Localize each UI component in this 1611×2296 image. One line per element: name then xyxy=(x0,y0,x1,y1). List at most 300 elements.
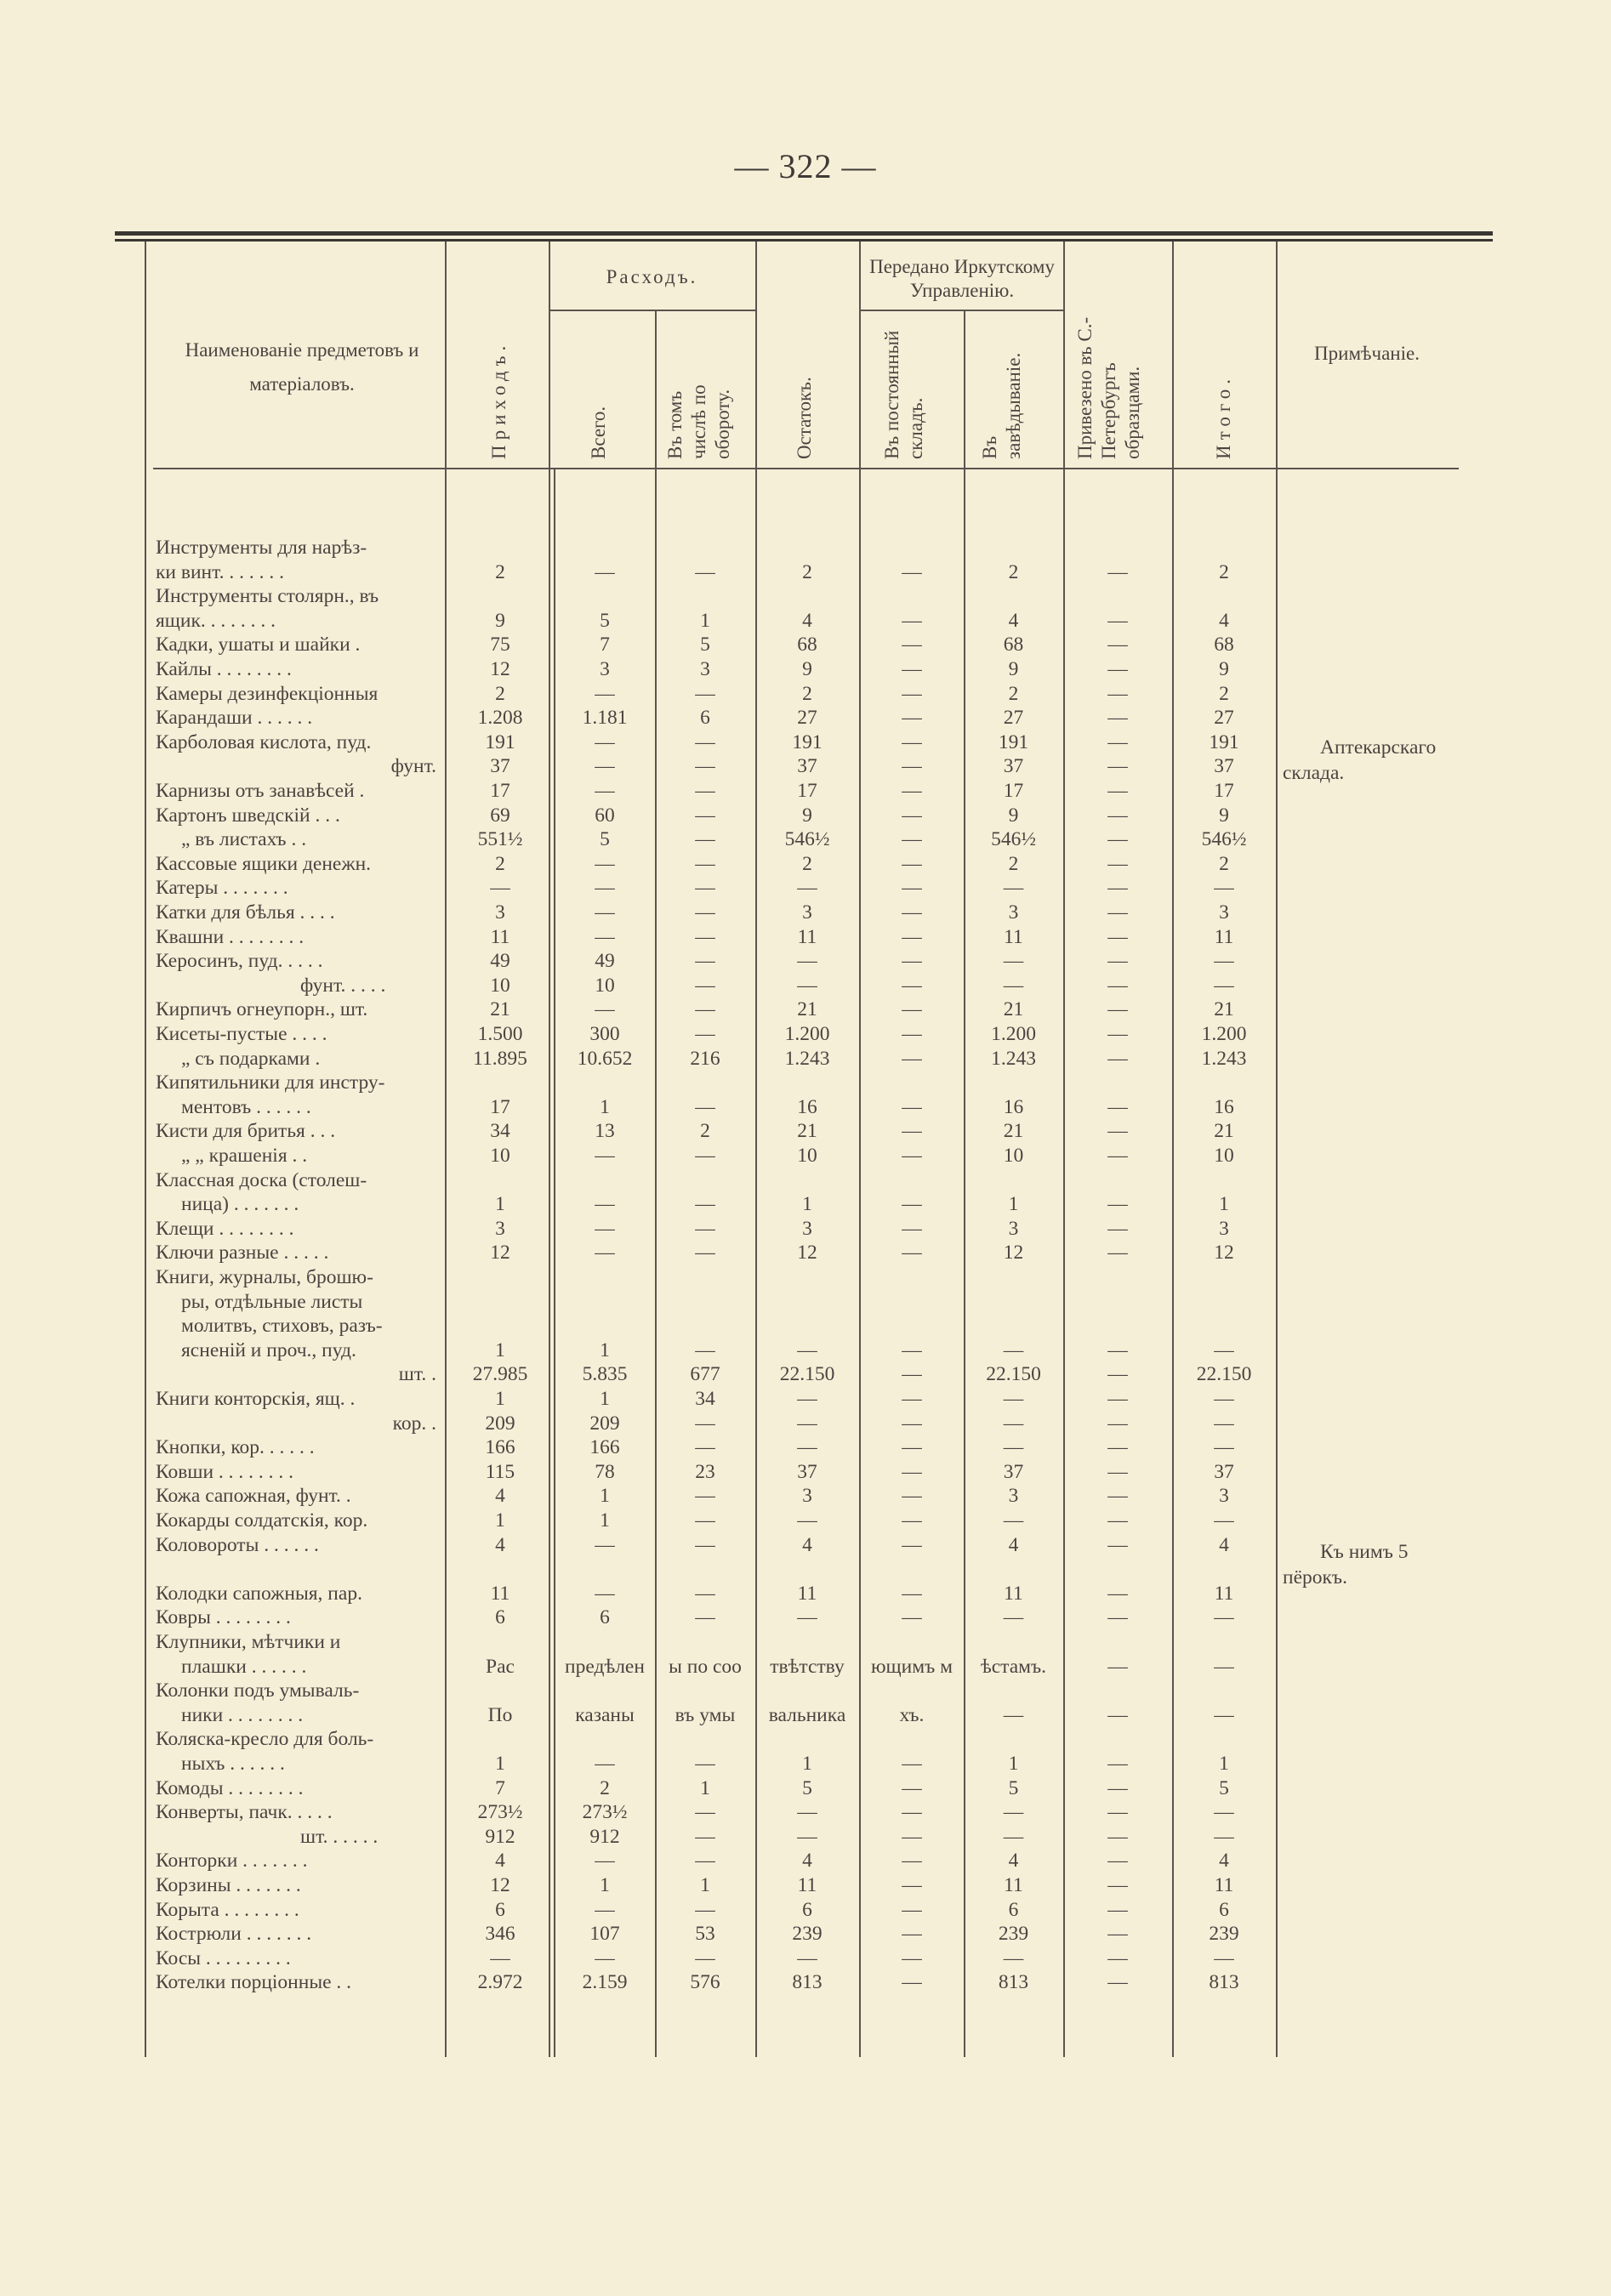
cell-itogo: 813 xyxy=(1209,1971,1239,1994)
cell-vtom: — xyxy=(695,1095,715,1118)
item-name: Кожа сапожная, фунт. . xyxy=(156,1485,351,1508)
cell-ostatok: 1.200 xyxy=(784,1023,830,1045)
cell-vsego: — xyxy=(595,682,615,705)
cell-vsego: 3 xyxy=(600,658,610,680)
cell-vsego: 300 xyxy=(589,1023,620,1045)
cell-post: — xyxy=(902,1145,922,1167)
cell-post: — xyxy=(902,634,922,656)
table-row xyxy=(0,1338,1611,1362)
cell-itogo: 2 xyxy=(1219,852,1229,875)
cell-post: — xyxy=(902,609,922,632)
item-name: Керосинъ, пуд. . . . . xyxy=(156,950,323,973)
cell-itogo: — xyxy=(1214,1412,1234,1435)
item-name: Катеры . . . . . . . xyxy=(156,877,288,900)
cell-vsego: — xyxy=(595,1533,615,1556)
table-row xyxy=(0,1752,1611,1776)
cell-ostatok: 17 xyxy=(797,780,817,802)
cell-post: — xyxy=(902,560,922,583)
cell-vsego: предѣлен xyxy=(565,1655,645,1678)
cell-post: — xyxy=(902,828,922,851)
cell-itogo: 1.200 xyxy=(1201,1023,1247,1045)
item-name: Ключи разные . . . . . xyxy=(156,1242,329,1265)
cell-prihod: 551½ xyxy=(477,828,523,851)
cell-ostatok: — xyxy=(797,1338,817,1361)
cell-vsego: 6 xyxy=(600,1606,610,1629)
cell-vtom: — xyxy=(695,1436,715,1459)
cell-priv: — xyxy=(1107,1388,1128,1410)
table-row xyxy=(0,925,1611,949)
cell-ostatok: 191 xyxy=(792,730,823,753)
cell-prihod: 1 xyxy=(495,1193,505,1216)
cell-itogo: 5 xyxy=(1219,1776,1229,1799)
cell-post: — xyxy=(902,1412,922,1435)
cell-vtom: — xyxy=(695,755,715,778)
cell-zaved: — xyxy=(1003,1825,1024,1848)
cell-zaved: 21 xyxy=(1003,998,1024,1021)
cell-prihod: 1.500 xyxy=(477,1023,523,1045)
cell-priv: — xyxy=(1107,804,1128,827)
cell-itogo: 22.150 xyxy=(1196,1363,1252,1386)
cell-zaved: — xyxy=(1003,1338,1024,1361)
cell-ostatok: — xyxy=(797,950,817,973)
cell-ostatok: 21 xyxy=(797,998,817,1021)
header-vsego: Всего. xyxy=(588,406,609,459)
cell-vsego: — xyxy=(595,755,615,778)
cell-prihod: 12 xyxy=(490,658,510,680)
cell-zaved: 2 xyxy=(1008,560,1019,583)
cell-itogo: — xyxy=(1214,877,1234,900)
table-row xyxy=(0,974,1611,997)
cell-itogo: 11 xyxy=(1214,1582,1234,1605)
cell-prihod: 346 xyxy=(485,1923,515,1946)
item-name: Кирпичъ огнеупорн., шт. xyxy=(156,998,368,1021)
cell-post: — xyxy=(902,1363,922,1386)
cell-itogo: 11 xyxy=(1214,1874,1234,1896)
item-name: Кнопки, кор. . . . . . xyxy=(156,1436,315,1459)
cell-post: — xyxy=(902,1436,922,1459)
table-row xyxy=(0,1192,1611,1216)
cell-itogo: 546½ xyxy=(1201,828,1247,851)
cell-post: — xyxy=(902,1898,922,1921)
cell-itogo: 9 xyxy=(1219,658,1229,680)
item-name: „ „ крашенія . . xyxy=(181,1145,308,1167)
cell-post: ющимъ м xyxy=(871,1655,953,1678)
table-row xyxy=(0,1071,1611,1094)
cell-vtom: — xyxy=(695,852,715,875)
item-name: Ковши . . . . . . . . xyxy=(156,1460,294,1483)
item-name: Кокарды солдатскія, кор. xyxy=(156,1509,368,1532)
cell-ostatok: — xyxy=(797,974,817,997)
table-row xyxy=(0,1314,1611,1338)
item-name: Катки для бѣлья . . . . xyxy=(156,901,335,924)
item-name: шт. . . . . . xyxy=(300,1825,379,1848)
cell-priv: — xyxy=(1107,1606,1128,1629)
cell-vtom: — xyxy=(695,1145,715,1167)
cell-vsego: — xyxy=(595,730,615,753)
cell-post: — xyxy=(902,1460,922,1483)
cell-ostatok: 10 xyxy=(797,1145,817,1167)
table-row xyxy=(0,1800,1611,1824)
cell-itogo: 11 xyxy=(1214,925,1234,948)
cell-vtom: — xyxy=(695,1338,715,1361)
cell-vsego: 166 xyxy=(589,1436,620,1459)
cell-vsego: 13 xyxy=(595,1120,615,1143)
cell-zaved: 27 xyxy=(1003,707,1024,730)
cell-prihod: 4 xyxy=(495,1485,505,1508)
cell-post: — xyxy=(902,950,922,973)
cell-ostatok: — xyxy=(797,877,817,900)
cell-priv: — xyxy=(1107,1509,1128,1532)
item-name: ры, отдѣльные листы xyxy=(181,1290,363,1313)
cell-priv: — xyxy=(1107,925,1128,948)
cell-itogo: 191 xyxy=(1209,730,1239,753)
item-name: фунт. xyxy=(390,755,436,778)
table-row xyxy=(0,804,1611,827)
item-name: Книги, журналы, брошю- xyxy=(156,1266,373,1288)
cell-priv: — xyxy=(1107,1946,1128,1969)
cell-itogo: 1 xyxy=(1219,1753,1229,1775)
cell-vtom: 576 xyxy=(690,1971,720,1994)
table-row xyxy=(0,1168,1611,1192)
cell-zaved: — xyxy=(1003,1606,1024,1629)
page-number: — 322 — xyxy=(734,147,877,185)
item-name: ясненій и проч., пуд. xyxy=(181,1338,356,1361)
cell-itogo: — xyxy=(1214,1606,1234,1629)
cell-ostatok: — xyxy=(797,1946,817,1969)
item-name: Корзины . . . . . . . xyxy=(156,1874,301,1896)
cell-vtom: — xyxy=(695,1485,715,1508)
cell-vtom: — xyxy=(695,1946,715,1969)
cell-post: — xyxy=(902,974,922,997)
cell-vsego: 10 xyxy=(595,974,615,997)
table-row xyxy=(0,1484,1611,1508)
cell-vtom: — xyxy=(695,1825,715,1848)
cell-vtom: — xyxy=(695,1023,715,1045)
cell-priv: — xyxy=(1107,852,1128,875)
header-prihod: Приходъ. xyxy=(488,340,509,459)
item-name: Кадки, ушаты и шайки . xyxy=(156,634,361,656)
cell-ostatok: 21 xyxy=(797,1120,817,1143)
cell-ostatok: 16 xyxy=(797,1095,817,1118)
cell-vsego: 209 xyxy=(589,1412,620,1435)
cell-vtom: — xyxy=(695,1753,715,1775)
cell-itogo: 6 xyxy=(1219,1898,1229,1921)
table-row xyxy=(0,1898,1611,1922)
cell-ostatok: 813 xyxy=(792,1971,823,1994)
table-row xyxy=(0,1362,1611,1386)
cell-vtom: 34 xyxy=(695,1388,715,1410)
table-row xyxy=(0,1290,1611,1314)
cell-post: — xyxy=(902,682,922,705)
cell-vsego: 912 xyxy=(589,1825,620,1848)
cell-zaved: 1.243 xyxy=(991,1047,1036,1070)
cell-priv: — xyxy=(1107,1825,1128,1848)
cell-priv: — xyxy=(1107,828,1128,851)
cell-priv: — xyxy=(1107,1898,1128,1921)
cell-priv: — xyxy=(1107,1801,1128,1824)
cell-itogo: — xyxy=(1214,1436,1234,1459)
cell-priv: — xyxy=(1107,1242,1128,1265)
table-row xyxy=(0,1047,1611,1071)
cell-vtom: — xyxy=(695,998,715,1021)
cell-zaved: 2 xyxy=(1008,682,1019,705)
cell-itogo: 16 xyxy=(1214,1095,1234,1118)
cell-post: — xyxy=(902,1801,922,1824)
cell-vtom: — xyxy=(695,682,715,705)
cell-post: — xyxy=(902,1095,922,1118)
item-name: Классная доска (столеш- xyxy=(156,1168,367,1191)
table-row xyxy=(0,949,1611,973)
item-name: кор. . xyxy=(392,1412,436,1435)
cell-vtom: — xyxy=(695,1217,715,1240)
table-row xyxy=(0,1217,1611,1241)
cell-itogo: — xyxy=(1214,950,1234,973)
cell-prihod: 1 xyxy=(495,1338,505,1361)
header-rashod: Расходъ. xyxy=(606,266,698,287)
cell-prihod: 6 xyxy=(495,1606,505,1629)
table-row xyxy=(0,1144,1611,1168)
item-name: Карнизы отъ занавѣсей . xyxy=(156,780,365,802)
cell-vtom: — xyxy=(695,1509,715,1532)
cell-zaved: 2 xyxy=(1008,852,1019,875)
cell-itogo: 4 xyxy=(1219,609,1229,632)
item-name: Конторки . . . . . . . xyxy=(156,1850,308,1873)
cell-priv: — xyxy=(1107,1776,1128,1799)
cell-priv: — xyxy=(1107,1095,1128,1118)
cell-zaved: — xyxy=(1003,1388,1024,1410)
cell-prihod: 6 xyxy=(495,1898,505,1921)
table-row xyxy=(0,633,1611,656)
cell-zaved: 5 xyxy=(1008,1776,1019,1799)
table-row xyxy=(0,1119,1611,1143)
cell-vsego: — xyxy=(595,560,615,583)
cell-priv: — xyxy=(1107,1193,1128,1216)
cell-post: — xyxy=(902,1582,922,1605)
cell-vtom: — xyxy=(695,1533,715,1556)
item-name: Кострюли . . . . . . . xyxy=(156,1923,312,1946)
cell-zaved: 3 xyxy=(1008,1217,1019,1240)
cell-ostatok: 9 xyxy=(802,804,812,827)
rashod-underline xyxy=(549,310,755,311)
cell-post: — xyxy=(902,901,922,924)
cell-prihod: 9 xyxy=(495,609,505,632)
table-row xyxy=(0,682,1611,706)
cell-vtom: — xyxy=(695,780,715,802)
cell-vsego: 7 xyxy=(600,634,610,656)
item-name: Кассовые ящики денежн. xyxy=(156,852,372,875)
cell-vtom: 5 xyxy=(700,634,710,656)
table-row xyxy=(0,1241,1611,1265)
item-name: Конверты, пачк. . . . . xyxy=(156,1801,333,1824)
cell-zaved: — xyxy=(1003,1801,1024,1824)
cell-zaved: 1 xyxy=(1008,1753,1019,1775)
cell-zaved: 17 xyxy=(1003,780,1024,802)
cell-vtom: — xyxy=(695,1412,715,1435)
cell-zaved: 4 xyxy=(1008,609,1019,632)
item-name: Карандаши . . . . . . xyxy=(156,707,313,730)
table-row xyxy=(0,1727,1611,1751)
cell-vsego: 2 xyxy=(600,1776,610,1799)
cell-vtom: — xyxy=(695,877,715,900)
cell-ostatok: 5 xyxy=(802,1776,812,1799)
cell-zaved: 11 xyxy=(1004,925,1023,948)
cell-zaved: 9 xyxy=(1008,804,1019,827)
header-name: Наименованіе предметовъ и матеріаловъ. xyxy=(185,339,419,395)
cell-prihod: 912 xyxy=(485,1825,515,1848)
cell-post: — xyxy=(902,1776,922,1799)
cell-prihod: 10 xyxy=(490,1145,510,1167)
table-row xyxy=(0,1387,1611,1411)
cell-vtom: 1 xyxy=(700,1776,710,1799)
table-row xyxy=(0,827,1611,851)
cell-vtom: — xyxy=(695,901,715,924)
item-name: „ въ листахъ . . xyxy=(181,828,307,851)
cell-vtom: — xyxy=(695,828,715,851)
cell-zaved: 546½ xyxy=(991,828,1036,851)
item-name: Картонъ шведскій . . . xyxy=(156,804,340,827)
cell-vtom: — xyxy=(695,1850,715,1873)
cell-vtom: — xyxy=(695,1606,715,1629)
table-row xyxy=(0,1460,1611,1484)
cell-vsego: 60 xyxy=(595,804,615,827)
item-name: Комоды . . . . . . . . xyxy=(156,1776,304,1799)
cell-ostatok: 11 xyxy=(797,1582,817,1605)
item-name: Колонки подъ умываль- xyxy=(156,1679,360,1702)
cell-ostatok: 11 xyxy=(797,925,817,948)
table-row xyxy=(0,1265,1611,1289)
cell-itogo: — xyxy=(1214,974,1234,997)
table-row xyxy=(0,852,1611,876)
cell-priv: — xyxy=(1107,780,1128,802)
cell-itogo: — xyxy=(1214,1338,1234,1361)
cell-vtom: 1 xyxy=(700,609,710,632)
cell-post: — xyxy=(902,1850,922,1873)
header-ostatok: Остатокъ. xyxy=(794,377,815,459)
cell-vsego: 10.652 xyxy=(577,1047,633,1070)
cell-vtom: — xyxy=(695,1898,715,1921)
cell-vsego: — xyxy=(595,1850,615,1873)
cell-zaved: — xyxy=(1003,1703,1024,1726)
cell-zaved: 11 xyxy=(1004,1582,1023,1605)
cell-vsego: 78 xyxy=(595,1460,615,1483)
cell-zaved: 22.150 xyxy=(986,1363,1041,1386)
item-name: Коляска-кресло для боль- xyxy=(156,1728,374,1751)
cell-itogo: — xyxy=(1214,1509,1234,1532)
cell-ostatok: 2 xyxy=(802,682,812,705)
cell-zaved: 12 xyxy=(1003,1242,1024,1265)
cell-itogo: 21 xyxy=(1214,1120,1234,1143)
cell-vsego: 1 xyxy=(600,1485,610,1508)
header-v-post: Въ постоянный складъ. xyxy=(881,330,926,459)
cell-post: — xyxy=(902,1971,922,1994)
cell-zaved: 11 xyxy=(1004,1874,1023,1896)
cell-priv: — xyxy=(1107,1120,1128,1143)
cell-vsego: — xyxy=(595,901,615,924)
cell-post: — xyxy=(902,780,922,802)
cell-zaved: 37 xyxy=(1003,755,1024,778)
cell-post: — xyxy=(902,1193,922,1216)
note-drills: Къ нимъ 5 пёрокъ. xyxy=(1283,1541,1409,1588)
cell-ostatok: 22.150 xyxy=(779,1363,835,1386)
cell-prihod: 1 xyxy=(495,1388,505,1410)
item-name: Клещи . . . . . . . . xyxy=(156,1217,294,1240)
header-bottom-line xyxy=(153,468,1459,469)
item-name: Кисеты-пустые . . . . xyxy=(156,1023,327,1045)
cell-vtom: въ умы xyxy=(675,1703,736,1726)
item-name: ки винт. . . . . . . xyxy=(156,560,284,583)
cell-prihod: Рас xyxy=(486,1655,515,1678)
cell-zaved: — xyxy=(1003,1436,1024,1459)
cell-zaved: 1.200 xyxy=(991,1023,1036,1045)
item-name: плашки . . . . . . xyxy=(181,1655,307,1678)
cell-ostatok: 4 xyxy=(802,609,812,632)
cell-prihod: 75 xyxy=(490,634,510,656)
cell-prihod: 10 xyxy=(490,974,510,997)
cell-zaved: 21 xyxy=(1003,1120,1024,1143)
cell-itogo: 2 xyxy=(1219,560,1229,583)
cell-zaved: — xyxy=(1003,974,1024,997)
cell-priv: — xyxy=(1107,1460,1128,1483)
table-row xyxy=(0,536,1611,560)
item-name: Камеры дезинфекціонныя xyxy=(156,682,379,705)
cell-zaved: 813 xyxy=(998,1971,1029,1994)
cell-prihod: 4 xyxy=(495,1850,505,1873)
cell-zaved: 3 xyxy=(1008,1485,1019,1508)
item-name: фунт. . . . . xyxy=(300,974,386,997)
cell-zaved: 4 xyxy=(1008,1533,1019,1556)
cell-ostatok: 1 xyxy=(802,1753,812,1775)
cell-priv: — xyxy=(1107,1412,1128,1435)
cell-priv: — xyxy=(1107,1703,1128,1726)
cell-vsego: 2.159 xyxy=(582,1971,628,1994)
cell-priv: — xyxy=(1107,1850,1128,1873)
item-name: Инструменты столярн., въ xyxy=(156,585,379,608)
cell-post: — xyxy=(902,1388,922,1410)
cell-ostatok: — xyxy=(797,1825,817,1848)
item-name: молитвъ, стиховъ, разъ- xyxy=(181,1315,383,1338)
cell-zaved: 1 xyxy=(1008,1193,1019,1216)
table-row xyxy=(0,901,1611,924)
table-row xyxy=(0,1412,1611,1435)
cell-priv: — xyxy=(1107,1023,1128,1045)
item-name: Книги конторскія, ящ. . xyxy=(156,1388,356,1410)
cell-vsego: 1 xyxy=(600,1509,610,1532)
cell-post: — xyxy=(902,877,922,900)
item-name: Клупники, мѣтчики и xyxy=(156,1631,341,1653)
cell-vsego: 273½ xyxy=(582,1801,628,1824)
cell-priv: — xyxy=(1107,707,1128,730)
item-name: ница) . . . . . . . xyxy=(181,1193,299,1216)
item-name: Кипятильники для инстру- xyxy=(156,1071,385,1094)
cell-priv: — xyxy=(1107,1923,1128,1946)
cell-ostatok: — xyxy=(797,1412,817,1435)
cell-vsego: — xyxy=(595,998,615,1021)
cell-priv: — xyxy=(1107,1533,1128,1556)
cell-itogo: 37 xyxy=(1214,1460,1234,1483)
cell-ostatok: 4 xyxy=(802,1850,812,1873)
cell-prihod: 49 xyxy=(490,950,510,973)
cell-vtom: — xyxy=(695,950,715,973)
cell-prihod: 191 xyxy=(485,730,515,753)
cell-vtom: 216 xyxy=(690,1047,720,1070)
table-row xyxy=(0,1605,1611,1629)
cell-vsego: — xyxy=(595,780,615,802)
table-row xyxy=(0,1630,1611,1654)
cell-post: — xyxy=(902,1509,922,1532)
cell-prihod: 4 xyxy=(495,1533,505,1556)
cell-vtom: 53 xyxy=(695,1923,715,1946)
table-row xyxy=(0,706,1611,730)
